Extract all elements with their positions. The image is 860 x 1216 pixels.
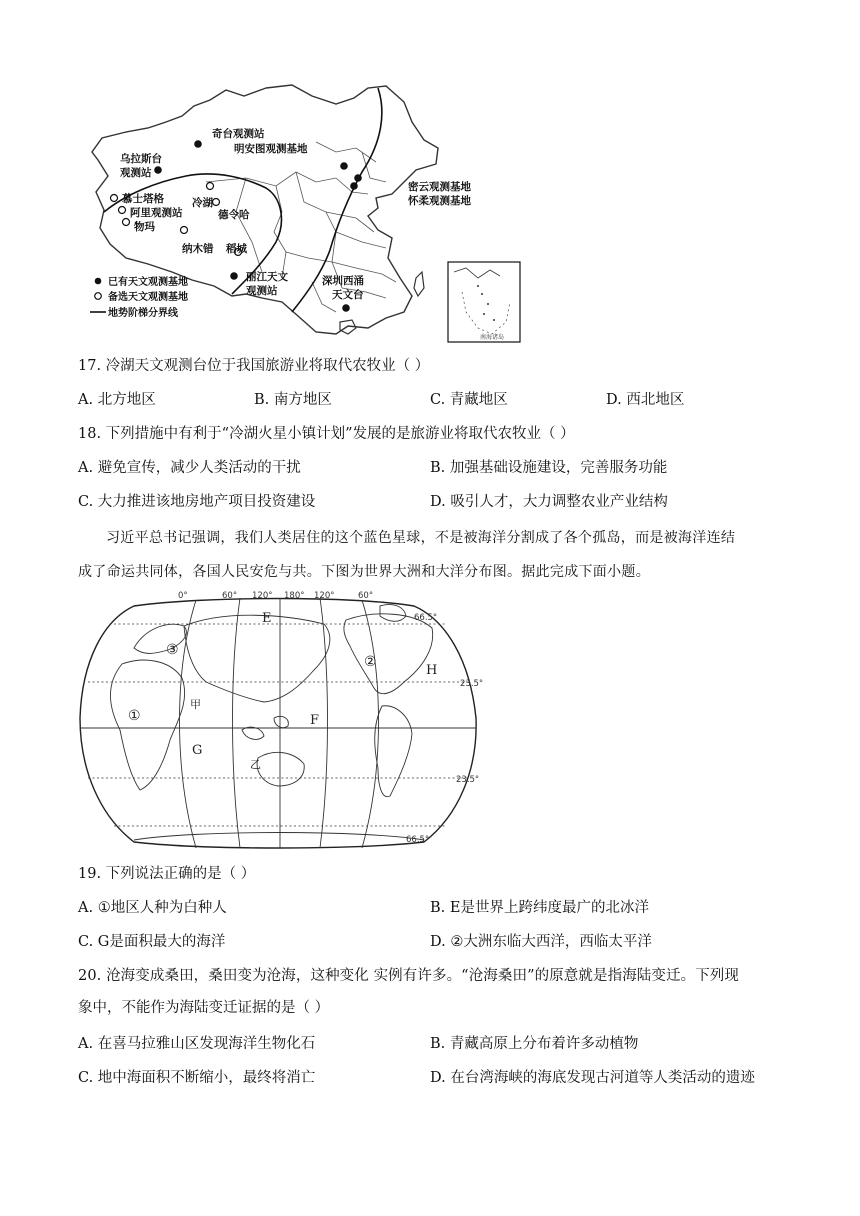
label-qitai: 奇台观测站 xyxy=(212,128,265,140)
taiwan-island xyxy=(414,272,424,296)
label-lijiang-a: 丽江天文 xyxy=(246,271,288,283)
label-lijiang-b: 观测站 xyxy=(246,285,278,297)
label-guancezhan: 观测站 xyxy=(120,167,152,179)
q20-stem-line-1: 20. 沧海变成桑田，桑田变为沧海，这种变化 实例有许多。“沧海桑田”的原意就是指海陆变迁。下列现 xyxy=(78,968,739,984)
deg-120e: 120° xyxy=(252,591,273,601)
q20-option-a[interactable]: A. 在喜马拉雅山区发现海洋生物化石 xyxy=(78,1036,316,1052)
label-wuma: 物玛 xyxy=(134,221,155,233)
lat-23s: 23.5° xyxy=(456,775,480,785)
label-mushitage: 慕士塔格 xyxy=(122,193,164,205)
deg-0: 0° xyxy=(178,591,188,601)
q17-option-a[interactable]: A. 北方地区 xyxy=(78,392,156,408)
q19-stem: 19. 下列说法正确的是（ ） xyxy=(78,866,256,882)
q20-option-c[interactable]: C. 地中海面积不断缩小，最终将消亡 xyxy=(78,1070,316,1086)
q20-stem-line-2: 象中，不能作为海陆变迁证据的是（ ） xyxy=(78,1000,330,1016)
label-n3: ③ xyxy=(166,642,179,658)
label-ali: 阿里观测站 xyxy=(130,207,183,219)
label-yi: 乙 xyxy=(250,758,261,771)
lat-23n: 23.5° xyxy=(460,679,484,689)
legend-existing: 已有天文观测基地 xyxy=(108,277,188,288)
q19-option-b[interactable]: B. E是世界上跨纬度最广的北冰洋 xyxy=(430,900,649,916)
label-wulasitai: 乌拉斯台 xyxy=(120,153,162,165)
label-jia: 甲 xyxy=(190,698,201,711)
label-lenghu: 冷湖 xyxy=(192,197,213,209)
q17-option-d[interactable]: D. 西北地区 xyxy=(606,392,685,408)
map-legend xyxy=(90,275,188,319)
q19-option-c[interactable]: C. G是面积最大的海洋 xyxy=(78,934,226,950)
world-map xyxy=(74,590,486,852)
label-n2: ② xyxy=(364,654,377,670)
label-e: E xyxy=(262,611,272,626)
south-china-sea-inset xyxy=(448,262,520,342)
q17-option-c[interactable]: C. 青藏地区 xyxy=(430,392,508,408)
q18-option-a[interactable]: A. 避免宣传，减少人类活动的干扰 xyxy=(78,460,301,476)
passage-line-2: 成了命运共同体，各国人民安危与共。下图为世界大洲和大洋分布图。据此完成下面小题。 xyxy=(78,564,650,580)
label-miyun: 密云观测基地 xyxy=(408,181,471,193)
q20-option-b[interactable]: B. 青藏高原上分布着许多动植物 xyxy=(430,1036,639,1052)
label-shenzhen-b: 天文台 xyxy=(332,289,364,301)
lat-66n: 66.5° xyxy=(414,613,438,623)
q19-option-a[interactable]: A. ①地区人种为白种人 xyxy=(78,900,227,916)
lat-66s: 66.5° xyxy=(406,835,430,845)
q17-option-b[interactable]: B. 南方地区 xyxy=(254,392,332,408)
label-f: F xyxy=(310,713,320,728)
china-observatory-map xyxy=(86,82,522,344)
passage-line-1: 习近平总书记强调，我们人类居住的这个蓝色星球，不是被海洋分割成了各个孤岛，而是被海洋连结 xyxy=(106,530,736,546)
q18-stem: 18. 下列措施中有利于“冷湖火星小镇计划”发展的是旅游业将取代农牧业（ ） xyxy=(78,426,575,442)
q18-option-d[interactable]: D. 吸引人才，大力调整农业产业结构 xyxy=(430,494,668,510)
label-shenzhen-a: 深圳西涌 xyxy=(322,275,364,287)
label-h: H xyxy=(426,663,438,678)
label-huairou: 怀柔观测基地 xyxy=(408,195,471,207)
deg-60w: 60° xyxy=(358,591,374,601)
deg-120w: 120° xyxy=(314,591,335,601)
legend-candidate: 备选天文观测基地 xyxy=(108,292,188,303)
q18-option-c[interactable]: C. 大力推进该地房地产项目投资建设 xyxy=(78,494,316,510)
legend-boundary: 地势阶梯分界线 xyxy=(108,308,178,319)
province-lines xyxy=(206,142,396,312)
inset-caption: 南海诸岛 xyxy=(480,334,505,341)
label-daocheng: 稻城 xyxy=(226,243,247,255)
q17-stem: 17. 冷湖天文观测台位于我国旅游业将取代农牧业（ ） xyxy=(78,358,430,374)
q18-option-b[interactable]: B. 加强基础设施建设，完善服务功能 xyxy=(430,460,668,476)
q20-option-d[interactable]: D. 在台湾海峡的海底发现古河道等人类活动的遗迹 xyxy=(430,1070,755,1086)
label-namucuo: 纳木错 xyxy=(182,243,214,255)
deg-60e: 60° xyxy=(222,591,238,601)
label-g: G xyxy=(192,743,203,758)
deg-180: 180° xyxy=(284,591,305,601)
label-n1: ① xyxy=(128,708,141,724)
label-mingantu: 明安图观测基地 xyxy=(234,143,308,155)
q19-option-d[interactable]: D. ②大洲东临大西洋，西临太平洋 xyxy=(430,934,652,950)
label-delingha: 德令哈 xyxy=(218,209,250,221)
